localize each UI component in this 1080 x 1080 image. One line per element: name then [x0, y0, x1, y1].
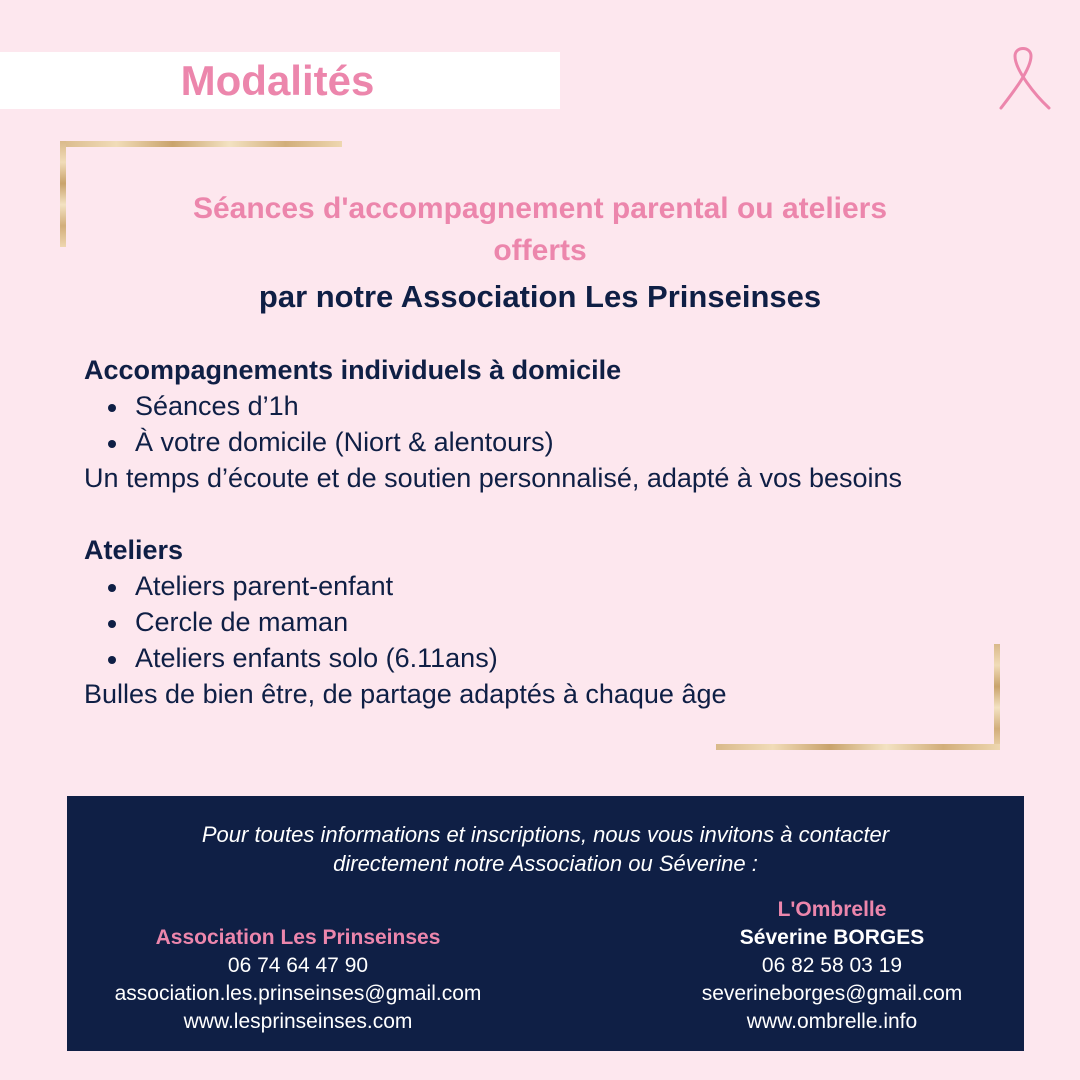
contact-intro-line-1: Pour toutes informations et inscriptions, nous vous invitons à contacter: [201, 822, 890, 847]
section-workshops: [84, 532, 1044, 712]
contact-box: [67, 796, 1024, 1051]
association-website[interactable]: www.lesprinseinses.com: [183, 1010, 413, 1033]
list-item: Cercle de maman: [84, 604, 1044, 640]
gold-frame-bottom: [716, 744, 1000, 750]
section-title: Ateliers: [84, 535, 184, 565]
intro-line-2: offerts: [493, 234, 587, 267]
section-title: Accompagnements individuels à domicile: [84, 355, 622, 385]
ombrelle-contact: [627, 896, 1037, 1036]
section-home-support: [84, 352, 1044, 496]
section-note: Bulles de bien être, de partage adaptés à chaque âge: [84, 679, 727, 709]
list-item: Ateliers parent-enfant: [84, 568, 1044, 604]
bullet-list: [84, 388, 1044, 460]
intro-line-1: Séances d'accompagnement parental ou ateliers: [192, 192, 888, 225]
contact-intro-line-2: directement notre Association ou Séverine :: [333, 851, 758, 876]
association-phone[interactable]: 06 74 64 47 90: [227, 954, 369, 977]
list-item: Séances d’1h: [84, 388, 1044, 424]
page-title: Modalités: [180, 57, 375, 104]
bullet-list: [84, 568, 1044, 676]
ombrelle-person: Séverine BORGES: [739, 926, 925, 949]
ombrelle-phone[interactable]: 06 82 58 03 19: [761, 954, 903, 977]
gold-frame-top: [60, 141, 342, 147]
list-item: Ateliers enfants solo (6.11ans): [84, 640, 1044, 676]
association-email[interactable]: association.les.prinseinses@gmail.com: [114, 982, 482, 1005]
ombrelle-website[interactable]: www.ombrelle.info: [746, 1010, 918, 1033]
intro-subheading: par notre Association Les Prinseinses: [258, 279, 822, 314]
list-item: À votre domicile (Niort & alentours): [84, 424, 1044, 460]
pink-ribbon-icon: [993, 40, 1053, 115]
ombrelle-org: L'Ombrelle: [777, 898, 887, 921]
section-note: Un temps d’écoute et de soutien personnalisé, adapté à vos besoins: [84, 463, 903, 493]
association-contact: [67, 924, 529, 1036]
association-name: Association Les Prinseinses: [155, 926, 441, 949]
ombrelle-email[interactable]: severineborges@gmail.com: [701, 982, 963, 1005]
intro-heading: [60, 188, 1020, 272]
contact-intro: [67, 820, 1024, 878]
